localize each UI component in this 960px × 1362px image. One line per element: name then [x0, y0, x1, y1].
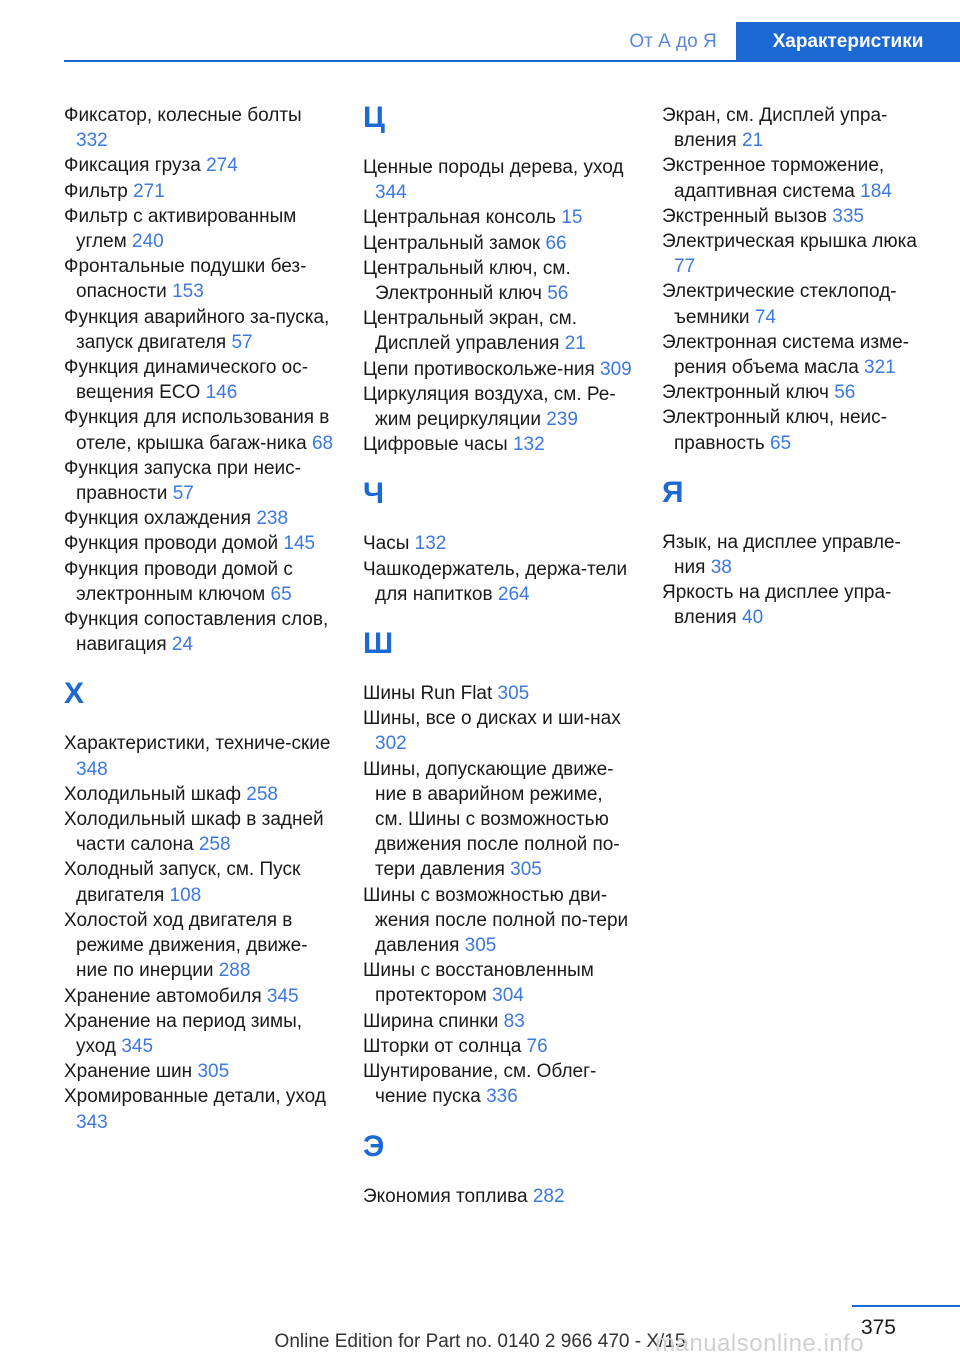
index-entry — [662, 405, 920, 455]
index-entry — [363, 757, 633, 883]
index-page-link[interactable]: 239 — [546, 409, 578, 431]
index-entry-text: Шины, все о дисках и ши-нах — [363, 708, 621, 730]
index-entry-text: Холодильный шкаф в задней части салона — [64, 809, 324, 856]
index-entry — [662, 153, 920, 203]
index-page-link[interactable]: 282 — [532, 1185, 565, 1207]
index-column-1 — [64, 103, 334, 1135]
index-entry — [64, 305, 334, 355]
index-entry-text: Фронтальные подушки без-опасности — [64, 256, 307, 303]
index-page-link[interactable]: 56 — [834, 382, 856, 404]
header-rule — [64, 60, 736, 62]
index-entry-text: Функция аварийного за-пуска, запуск двигателя — [64, 306, 330, 353]
index-entry-text: Электрические стеклопод-ъемники — [662, 281, 897, 328]
index-entry-text: Центральный замок — [363, 232, 541, 254]
chapter-tab[interactable]: Характеристики — [736, 22, 960, 62]
index-column-3 — [662, 103, 920, 631]
index-entry-text: Холодный запуск, см. Пуск двигателя — [64, 859, 301, 906]
index-page-link[interactable]: 66 — [545, 232, 567, 254]
index-letter-heading: Ч — [363, 477, 385, 511]
index-entry-text: Холостой ход двигателя в режиме движения, движе-ние по инерции — [64, 909, 308, 982]
index-entry — [64, 254, 334, 304]
index-entry — [64, 731, 334, 781]
index-page-link[interactable]: 238 — [256, 508, 289, 530]
index-page-link[interactable]: 309 — [600, 358, 632, 380]
index-entry — [662, 103, 920, 153]
index-entry-text: Центральный экран, см. Дисплей управления — [363, 308, 578, 355]
index-page-link[interactable]: 258 — [198, 834, 231, 856]
index-entry-text: Фиксатор, колесные болты — [64, 105, 302, 126]
index-entry-text: Цепи противоскольже-ния — [363, 358, 595, 380]
index-entry — [363, 155, 633, 205]
index-entry — [662, 330, 920, 380]
index-page-link[interactable]: 76 — [526, 1035, 548, 1057]
index-entry — [363, 231, 633, 256]
index-entry — [64, 1009, 334, 1059]
index-entry-text: Функция сопоставления слов, навигация — [64, 609, 329, 656]
index-entry — [363, 557, 633, 607]
index-page-link[interactable]: 184 — [860, 180, 892, 202]
index-entry-text: Шторки от солнца — [363, 1035, 522, 1057]
index-page-link[interactable]: 335 — [832, 205, 864, 227]
index-page-link[interactable]: 40 — [742, 607, 764, 629]
index-entry-text: Фиксация груза — [64, 155, 201, 177]
index-page-link[interactable]: 343 — [76, 1111, 108, 1133]
index-entry — [662, 580, 920, 630]
footer-rule — [852, 1305, 960, 1307]
index-page-link[interactable]: 271 — [133, 180, 165, 202]
index-page-link[interactable]: 15 — [561, 207, 583, 229]
index-entry — [64, 179, 334, 204]
index-page-link[interactable]: 321 — [864, 357, 896, 379]
index-entry-text: Функция охлаждения — [64, 508, 252, 530]
index-page-link[interactable]: 274 — [206, 155, 238, 177]
index-entry — [662, 530, 920, 580]
index-entry — [64, 153, 334, 178]
index-letter-heading: Х — [64, 677, 85, 711]
index-page-link[interactable]: 68 — [311, 432, 334, 454]
index-entry — [64, 355, 334, 405]
index-entry — [64, 908, 334, 984]
index-entry-text: Экстренное торможение, адаптивная система — [662, 155, 885, 202]
index-page-link[interactable]: 304 — [492, 985, 524, 1007]
index-entry-text: Холодильный шкаф — [64, 783, 241, 805]
index-entry — [363, 531, 633, 556]
index-entry-text: Хромированные детали, уход — [64, 1086, 326, 1108]
index-letter-heading: Ш — [363, 627, 394, 661]
index-page-link[interactable]: 146 — [205, 382, 238, 404]
index-page-link[interactable]: 336 — [486, 1086, 518, 1108]
index-entry-text: Шины Run Flat — [363, 683, 493, 705]
index-page-link[interactable]: 305 — [197, 1061, 230, 1083]
index-entry — [64, 506, 334, 531]
index-entry — [363, 706, 633, 756]
index-entry — [363, 1009, 633, 1034]
index-entry-text: Яркость на дисплее упра-вления — [662, 582, 892, 629]
index-entry — [662, 229, 920, 279]
page-number: 375 — [860, 1316, 896, 1339]
index-entry — [64, 405, 334, 455]
index-page-link[interactable]: 345 — [121, 1035, 154, 1057]
index-entry — [662, 380, 920, 405]
index-entry — [363, 1184, 633, 1209]
index-entry-text: Электронный ключ — [662, 382, 829, 404]
section-tab[interactable]: От А до Я — [629, 31, 717, 52]
index-entry — [363, 306, 633, 356]
index-entry — [363, 681, 633, 706]
index-page-link[interactable]: 345 — [266, 985, 299, 1007]
index-page-link[interactable]: 74 — [754, 306, 776, 328]
index-entry-text: Функция динамического ос-вещения ECO — [64, 357, 309, 404]
index-entry — [363, 382, 633, 432]
index-page-link[interactable]: 258 — [246, 783, 278, 805]
index-entry — [363, 1059, 633, 1109]
index-entry-text: Ценные породы дерева, уход — [363, 157, 624, 178]
index-entry-text: Экономия топлива — [363, 1185, 528, 1207]
index-entry-text: Экстренный вызов — [662, 205, 827, 227]
index-entry-text: Функция проводи домой — [64, 533, 279, 555]
index-page-link[interactable]: 65 — [270, 583, 292, 605]
index-entry-text: Центральный ключ, см. Электронный ключ — [363, 257, 571, 305]
index-entry-text: Язык, на дисплее управле-ния — [662, 531, 901, 579]
index-entry — [662, 279, 920, 329]
index-entry — [64, 204, 334, 254]
index-page-link[interactable]: 132 — [414, 533, 447, 555]
index-page-link[interactable]: 21 — [564, 333, 586, 355]
index-entry-text: Электронная система изме-рения объема масла — [662, 331, 910, 379]
index-letter-heading: Ц — [363, 101, 385, 134]
index-page-link[interactable]: 77 — [674, 256, 696, 278]
index-entry — [64, 1084, 334, 1134]
index-entry-text: Центральная консоль — [363, 207, 556, 229]
index-entry — [363, 357, 633, 382]
index-entry-text: Шины с восстановленным протектором — [363, 960, 594, 1007]
index-entry — [363, 883, 633, 959]
index-entry — [64, 984, 334, 1009]
index-page-link[interactable]: 24 — [171, 634, 194, 656]
index-page-link[interactable]: 56 — [547, 283, 569, 305]
index-entry — [363, 432, 633, 457]
index-letter-heading: Э — [363, 1129, 385, 1163]
index-entry-text: Фильтр — [64, 180, 128, 202]
index-entry-text: Шунтирование, см. Облег-чение пуска — [363, 1061, 597, 1108]
index-entry — [64, 531, 334, 556]
index-page-link[interactable]: 240 — [132, 231, 164, 253]
index-entry — [64, 782, 334, 807]
index-entry-text: Часы — [363, 533, 410, 555]
index-page-link[interactable]: 332 — [76, 130, 108, 152]
index-entry — [363, 1034, 633, 1059]
header-bar — [0, 22, 960, 62]
index-entry — [64, 557, 334, 607]
index-entry-text: Циркуляция воздуха, см. Ре-жим рециркуляции — [363, 383, 616, 431]
index-entry-text: Электрическая крышка люка — [662, 231, 917, 253]
index-entry-text: Чашкодержатель, держа-тели для напитков — [363, 558, 628, 605]
index-entry-text: Ширина спинки — [363, 1010, 499, 1032]
index-entry-text: Шины с возможностью дви-жения после полной по-тери давления — [363, 884, 629, 957]
index-page-link[interactable]: 305 — [497, 683, 530, 705]
index-entry-text: Цифровые часы — [363, 434, 508, 456]
index-page-link[interactable]: 108 — [169, 884, 202, 906]
watermark: manualsonline.info — [655, 1330, 865, 1357]
index-entry-text: Шины, допускающие движе-ние в аварийном режиме, см. Шины с возможностью движения после полной по-тери давления — [363, 758, 620, 881]
index-entry-text: Экран, см. Дисплей упра-вления — [662, 105, 888, 152]
index-page-link[interactable]: 288 — [218, 960, 251, 982]
index-page-link[interactable]: 305 — [510, 859, 542, 881]
index-page-link[interactable]: 21 — [742, 130, 764, 152]
index-entry-text: Электронный ключ, неис-правность — [662, 407, 887, 454]
index-entry — [64, 857, 334, 907]
index-entry-text: Хранение автомобиля — [64, 985, 262, 1007]
index-entry — [64, 103, 334, 153]
index-page-link[interactable]: 57 — [231, 331, 253, 353]
index-entry-text: Фильтр с активированным углем — [64, 205, 297, 253]
index-page-link[interactable]: 145 — [283, 533, 316, 555]
index-page-link[interactable]: 302 — [375, 733, 407, 755]
index-column-2 — [363, 103, 633, 1209]
index-letter-heading: Я — [662, 475, 684, 509]
index-page-link[interactable]: 153 — [172, 281, 204, 303]
index-entry — [363, 256, 633, 306]
index-entry-text: Характеристики, техниче-ские — [64, 733, 331, 755]
index-page-link[interactable]: 344 — [375, 182, 407, 204]
index-entry — [64, 1059, 334, 1084]
index-entry — [64, 807, 334, 857]
index-page-link[interactable]: 65 — [769, 432, 792, 454]
index-entry-text: Функция запуска при неис-правности — [64, 457, 301, 505]
index-page-link[interactable]: 305 — [464, 935, 497, 957]
index-page-link[interactable]: 57 — [172, 483, 194, 505]
index-entry-text: Функция для использования в отеле, крышка багаж-ника — [64, 407, 330, 454]
index-page-link[interactable]: 348 — [76, 758, 108, 780]
index-entry-text: Функция проводи домой с электронным ключом — [64, 558, 293, 605]
index-page-link[interactable]: 132 — [512, 434, 545, 456]
index-page-link[interactable]: 264 — [497, 583, 530, 605]
index-entry — [64, 456, 334, 506]
footer-edition: Online Edition for Part no. 0140 2 966 470 - X/15 — [274, 1331, 686, 1352]
index-entry-text: Хранение шин — [64, 1061, 193, 1083]
index-entry-text: Хранение на период зимы, уход — [64, 1010, 303, 1057]
index-entry — [64, 607, 334, 657]
index-entry — [363, 958, 633, 1008]
index-page-link[interactable]: 38 — [710, 557, 732, 579]
index-page-link[interactable]: 83 — [503, 1010, 525, 1032]
index-entry — [363, 205, 633, 230]
index-entry — [662, 204, 920, 229]
